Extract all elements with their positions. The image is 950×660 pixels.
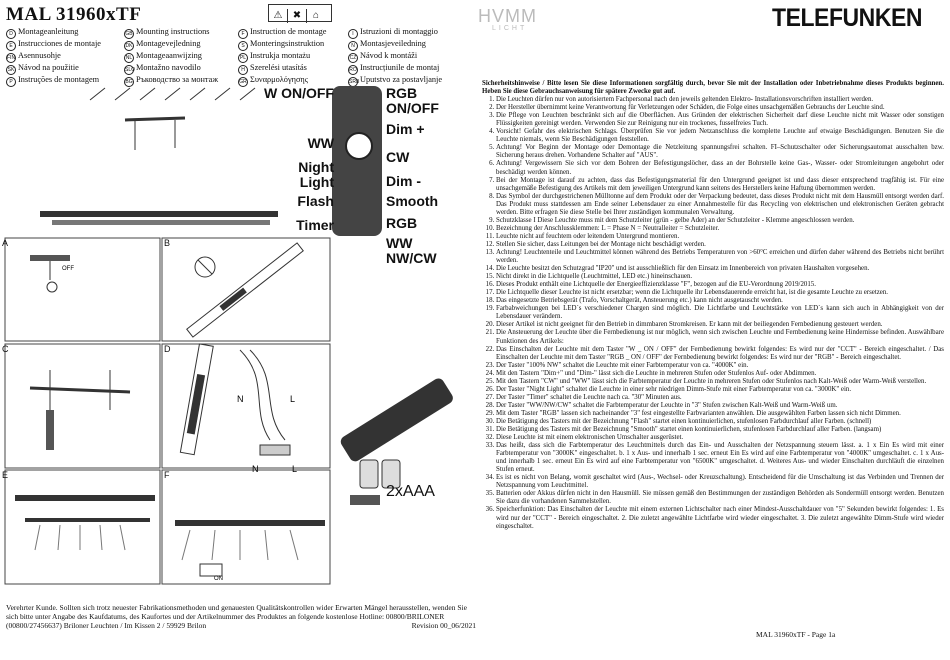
panel-letter-d: D [164, 344, 171, 354]
instruction-item: 3. Die Pflege von Leuchten beschränkt sich auf die Oberflächen. Aus Gründen der elektrischen Sicherheit darf diese Leuchte nicht mit Wasser oder sonstigen Flüssigkeiten gereinigt werden. Verwenden Sie zur Reinigung nur ein trockenes, fusselfreies Tuch. [496, 112, 944, 128]
instruction-item: 25. Mit den Tastern "CW" und "WW" lässt sich die Farbtemperatur der Leuchte in mehreren Stufen oder Stufenlos nach Kalt-Weiß oder Warm-Weiß verstellen. [496, 378, 944, 386]
language-item: S Monteringsinstruktion [238, 39, 358, 51]
telefunken-logo: TELEFUNKEN [772, 4, 923, 32]
instruction-item: 1. Die Leuchten dürfen nur von autorisiertem Fachpersonal nach den jeweils geltenden Elektro- Installationsvorschriften installiert werden. [496, 96, 944, 104]
safety-instructions [482, 80, 944, 531]
instruction-item: 31. Die Betätigung des Tasters mit der Bezeichnung "Smooth" startet einen kontinuierlichen, stufenlosen Farbdurchlauf aller Farben. (langsam) [496, 426, 944, 434]
instruction-item: 13. Achtung! Leuchtenteile und Leuchtmittel können während des Betriebs Temperaturen von >60°C erreichen und dürfen daher während des Betriebs nicht berührt werden. [496, 249, 944, 265]
instruction-item: 35. Batterien oder Akkus dürfen nicht in den Hausmüll. Sie müssen gemäß den Bestimmungen der zuständigen Behörden als Sondermüll entsorgt werden. Benutzen Sie dazu die vorhandenen Sammelstellen. [496, 490, 944, 506]
instruction-item: 30. Die Betätigung des Tasters mit der Bezeichnung "Flash" startet einen kontinuierlichen, stufenlosen Farbdurchlauf aller Farben. (schnell) [496, 418, 944, 426]
language-item: NL Montageaanwijzing [125, 51, 202, 61]
remote-label-right: WW NW/CW [386, 235, 437, 266]
instruction-item: 19. Farbabweichungen bei LED´s verschiedener Chargen sind möglich. Die Lichtfarbe und Leuchtstärke von LED´s kann sich auch in Abhängigkeit von der Lebensdauer verändern. [496, 305, 944, 321]
instruction-item: 16. Dieses Produkt enthält eine Lichtquelle der Energieeffizienzklasse "F", bezogen auf die EU-Verordnung 2019/2015. [496, 281, 944, 289]
footer-text: Verehrter Kunde. Sollten sich trotz neuester Fabrikationsmethoden und genauesten Qualitätskontrollen wider Erwarten Mängel herausstellen, wenden Sie sich bitte unter Angabe des Kaufdatums, des Kaufortes und der Artikelnummer des Produktes an folgende kostenlose Hotline: 00800/BRILONER (00800/27456637) Briloner Leuchten / Im Kissen 2 / 59929 Brilon Revision 00_06/2021 [6, 603, 476, 630]
language-item: BG Ръководство за монтаж [125, 75, 219, 85]
warning-symbols [268, 4, 332, 22]
instruction-item: 20. Dieser Artikel ist nicht geeignet für den Betrieb in dimmbaren Stromkreisen. Er kann mit der beiliegenden Fernbedienung gesteuert werden. [496, 321, 944, 329]
instruction-item: 9. Schutzklasse I Diese Leuchte muss mit dem Schutzleiter (grün - gelbe Ader) an der Schutzleiter - Klemme angeschlossen werden. [496, 217, 944, 225]
instruction-item: 8. Das Symbol der durchgestrichenen Mülltonne auf dem Produkt oder der Verpackung bedeutet, dass dieses Produkt nicht mit dem Hausmüll entsorgt werden darf. Das Produkt muss stattdessen am Ende seiner Lebensdauer zu einer Annahmestelle für das Recycling von elektrischen und elektronischen Geräten gebracht werden. Bitte erfragen Sie diese Stelle bei Ihrer zuständigen kommunalen Verwaltung. [496, 193, 944, 217]
remote-label-left: Flash [297, 193, 334, 209]
instruction-item: 14. Die Leuchte besitzt den Schutzgrad "IP20" und ist ausschließlich für den Einsatz im Innenbereich von privaten Haushalten vorgesehen. [496, 265, 944, 273]
language-item: SLOMontažno navodilo [125, 63, 201, 73]
panel-letter-b: B [164, 238, 171, 248]
remote-label-right: Dim - [386, 173, 421, 189]
switch-on-label: ON [214, 576, 223, 582]
language-item: P Instruções de montagem [6, 75, 126, 87]
remote-label-right: RGB [386, 215, 418, 231]
language-item: DK Montagevejledning [125, 39, 201, 49]
instruction-item: 7. Bei der Montage ist darauf zu achten, dass das Befestigungsmaterial für den Untergrund geeignet ist und dass dieser entsprechend tragfähig ist. Für eine unsachgemäße Befestigung des Artikels mit dem jeweiligen Untergrund kann seitens des Herstellers keine Haftung übernommen werden. [496, 177, 944, 193]
language-item: N Montasjeveiledning [348, 39, 468, 51]
instruction-item: 29. Mit dem Taster "RGB" lassen sich nacheinander "3" fest eingestellte Farbvarianten anwählen. Die ausgewählten Farben lassen sich nicht Dimmen. [496, 410, 944, 418]
instruction-item: 33. Das heißt, dass sich die Farbtemperatur des Leuchtmittels durch das Ein- und Ausschalten der Netzspannung steuern lässt. a. 1 x Ein Es wird mit einer Farbtemperatur von "3000K" eingeschaltet. b. 1 x Aus- und innerhalb 1 sec. erneut Ein Es wird auf eine Farbtemperatur von "4000K" umgeschaltet. c. 1 x Aus- und innerhalb 1 sec. erneut Ein Es wird auf eine Farbtemperatur von "6500K" umgeschaltet. d. Weiteres Aus- und wieder Einschalten durchläuft die einzelnen Stufen erneut. [496, 442, 944, 474]
instruction-item: 27. Der Taster "Timer" schaltet die Leuchte nach ca. "30" Minuten aus. [496, 394, 944, 402]
battery-label: 2xAAA [386, 483, 435, 500]
instruction-item: 26. Der Taster "Night Light" schaltet die Leuchte in einer sehr niedrigen Dimm-Stufe mit einer Farbtemperatur von ca. "3000K" ein. [496, 386, 944, 394]
instruction-item: 10. Bezeichnung der Anschlussklemmen: L = Phase N = Neutralleiter = Schutzleiter. [496, 225, 944, 233]
remote-control [332, 86, 382, 236]
instruction-item: 4. Vorsicht! Gefahr des elektrischen Schlags. Überprüfen Sie vor jedem Netzanschluss die komplette Leuchte auf etwaige Beschädigungen. Benutzen Sie die Leuchte niemals, wenn Sie Beschädigungen feststellen. [496, 128, 944, 144]
language-item: SRBUputstvo za postavljanje [349, 75, 443, 85]
hvmm-logo: HVMM LICHT [478, 6, 537, 32]
remote-label-left: Night Light [298, 159, 334, 190]
language-item: FIN Asennusohje [7, 51, 61, 61]
instruction-item: 36. Speicherfunktion: Das Einschalten der Leuchte mit einem externen Lichtschalter nach einer Mindest-Ausschaltdauer von "5" Sekunden bewirkt folgendes: 1. Es wird nur der "CCT" - Bereich eingeschaltet. 2. Die zuletzt angewählte Lichtfarbe wird wieder eingeschaltet. 3. Die zuletzt angewählte Dimm-Stufe wird wieder eingeschaltet. [496, 506, 944, 530]
switch-off-label: OFF [62, 266, 74, 272]
instruction-item: 24. Mit den Tastern "Dim+" und "Dim-" lässt sich die Leuchte in mehreren Stufen oder Stufenlos Auf- oder Abdimmen. [496, 370, 944, 378]
panel-letter-f: F [164, 470, 170, 480]
page-label: MAL 31960xTF - Page 1a [756, 630, 836, 639]
dial-icon [345, 132, 373, 160]
instruction-item: 22. Das Einschalten der Leuchte mit dem Taster "W _ ON / OFF" der Fernbedienung bewirkt folgendes: Es wird nur der "CCT" - Bereich eingeschaltet. / Das Einschalten der Leuchte mit dem Taster "RGB _ ON / OFF" der Fernbedienung bewirkt folgendes: Es wird nur der "RGB" - Bereich eingeschaltet. [496, 346, 944, 362]
language-item: GR Συναρμολόγησης [239, 75, 309, 85]
language-item: GB Mounting instructions [125, 27, 210, 37]
instruction-item: 11. Leuchte nicht auf feuchtem oder leitendem Untergrund montieren. [496, 233, 944, 241]
remote-label-left: Timer [296, 217, 334, 233]
panel-letter-c: C [2, 344, 9, 354]
instruction-item: 34. Es ist es nicht von Belang, womit geschaltet wird (Aus-, Wechsel- oder Kreuzschaltung). Entscheidend für die Umschaltung ist das Verbinden und Trennen der Netzspannung vom Leuchtmittel. [496, 474, 944, 490]
remote-label-right: CW [386, 149, 410, 165]
wire-label-n-2: N [252, 464, 259, 474]
revision-label: Revision 00_06/2021 [411, 621, 476, 630]
language-item: CZ Návod k montáži [349, 51, 418, 61]
language-item: H Szerelési utasítás [238, 63, 358, 75]
instruction-item: 6. Achtung! Vergewissern Sie sich vor dem Bohren der Befestigungslöcher, dass an der Bohrstelle keine Gas-, Wasser- oder Stromleitungen angebohrt oder beschädigt werden können. [496, 160, 944, 176]
remote-label-right: RGB ON/OFF [386, 85, 439, 116]
remote-label-left: W ON/OFF [264, 85, 334, 101]
instruction-item: 2. Der Hersteller übernimmt keine Verantwortung für Verletzungen oder Schäden, die Folge eines unsachgemäßen Gebrauchs der Leuchte sind. [496, 104, 944, 112]
wire-label-l-2: L [292, 464, 298, 474]
language-item: D Montageanleitung [6, 27, 126, 39]
instruction-list [482, 96, 944, 531]
instruction-item: 15. Nicht direkt in die Lichtquelle (Leuchtmittel, LED etc.) hineinschauen. [496, 273, 944, 281]
instruction-item: 28. Der Taster "WW/NW/CW" schaltet die Farbtemperatur der Leuchte in "3" Stufen zwischen Kalt-Weiß und Warm-Weiß um. [496, 402, 944, 410]
instruction-item: 32. Diese Leuchte ist mit einem elektronischen Umschalter ausgerüstet. [496, 434, 944, 442]
warning-triangle-icon: ⚠ [269, 9, 288, 23]
instruction-item: 5. Achtung! Vor Beginn der Montage oder Demontage die Netzleitung spannungsfrei schalten. FI–Schutzschalter oder Sicherungsautomat ausschalten bzw. Sicherung heraus drehen. Vorhandene Schalter auf "AUS". [496, 144, 944, 160]
language-item: E Instrucciones de montaje [6, 39, 126, 51]
indoor-icon: ⌂ [312, 10, 319, 21]
instruction-item: 23. Der Taster "100% NW" schaltet die Leuchte mit einer Farbtemperatur von ca. "4000K" ein. [496, 362, 944, 370]
no-water-icon: ✖ [288, 9, 307, 23]
language-item: SK Návod na použitie [7, 63, 79, 73]
safety-heading: Sicherheitshinweise / Bitte lesen Sie diese Informationen sorgfältig durch, bevor Sie mit der Installation oder Inbetriebnahme dieses Produkts beginnen. Heben Sie diese Gebrauchsanweisung für spätere Zwecke gut auf. [482, 80, 944, 96]
remote-label-right: Dim + [386, 121, 425, 137]
language-item: PL Instrukja montażu [239, 51, 311, 61]
instruction-item: 21. Die Ansteuerung der Leuchte über die Fernbedienung ist nur möglich, wenn sich zwischen Leuchte und Fernbedienung keine Hindernisse befinden. Auswählbare Funktionen des Artikels: [496, 329, 944, 345]
language-item: I Istruzioni di montaggio [348, 27, 468, 39]
panel-letter-e: E [2, 470, 9, 480]
language-item: RO Instrucțiunile de montaj [349, 63, 440, 73]
language-item: F Instruction de montage [238, 27, 358, 39]
wire-label-n: N [237, 394, 244, 404]
remote-label-right: Smooth [386, 193, 439, 209]
instruction-item: 18. Das eingesetzte Betriebsgerät (Trafo, Vorschaltgerät, Ansteuerung etc.) kann nicht ausgetauscht werden. [496, 297, 944, 305]
remote-batteries-illustration [330, 365, 480, 525]
instruction-item: 17. Die Lichtquelle dieser Leuchte ist nicht ersetzbar; wenn die Lichtquelle ihr Lebensdauerende erreicht hat, ist die gesamte Leuchte zu ersetzen. [496, 289, 944, 297]
wire-label-l: L [290, 394, 296, 404]
instruction-item: 12. Stellen Sie sicher, dass Leitungen bei der Montage nicht beschädigt werden. [496, 241, 944, 249]
document-title: MAL 31960xTF [6, 4, 142, 25]
remote-label-left: WW [307, 135, 334, 151]
panel-letter-a: A [2, 238, 9, 248]
